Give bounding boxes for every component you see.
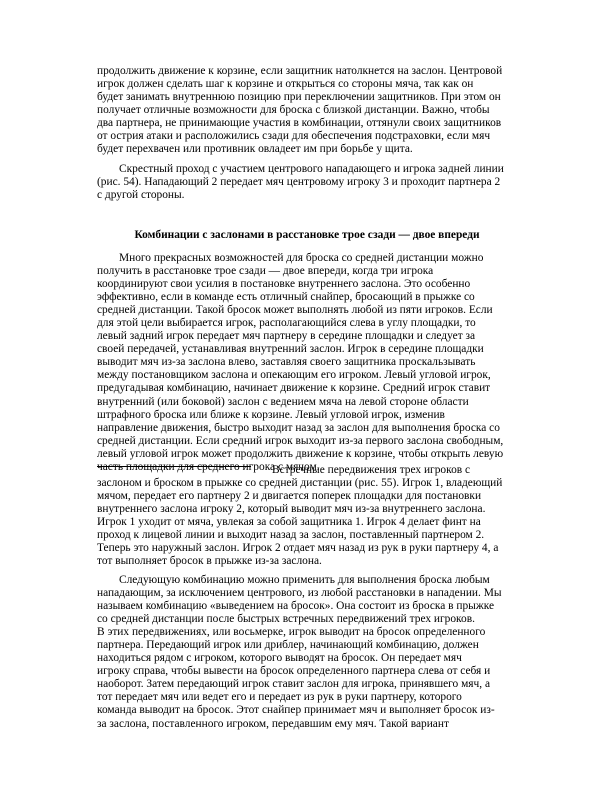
- paragraph-cross-pass: [97, 163, 517, 202]
- text-line: внутреннего заслона игроку 2, который выводит мяч из-за внутреннего заслона.: [97, 503, 486, 516]
- text-line: со средней дистанции после быстрых встречных передвижений трех игроков.: [97, 613, 475, 626]
- text-line: за заслона, поставленного игроком, передавшим ему мяч. Такой вариант: [97, 717, 449, 730]
- paragraph-three-two: [97, 252, 517, 474]
- text-line: игрок должен сделать шаг к корзине и открыться со стороны мяча, так как он: [97, 78, 474, 91]
- text-line: Теперь это наружный заслон. Игрок 2 отдает мяч назад из рук в руки партнеру 4, а: [97, 542, 499, 555]
- text-line: получить в расстановке трое сзади — двое впереди, когда три игрока: [97, 265, 434, 278]
- text-line: находиться рядом с игроком, которого выводят на бросок. Он передает мяч: [97, 652, 462, 665]
- text-line: Скрестный проход с участием центрового нападающего и игрока задней линии: [119, 163, 504, 175]
- text-line: будет перехвачен или противник овладеет им при борьбе у щита.: [97, 143, 413, 156]
- text-line: для этой цели выбирается игрок, располагающийся слева в углу площадки, то: [97, 317, 476, 330]
- text-line: заслоном и броском в прыжке со средней дистанции (рис. 55). Игрок 1, владеющий: [97, 477, 503, 490]
- text-line: называем комбинацию «выведением на бросок». Она состоит из броска в прыжке: [97, 600, 495, 613]
- text-line: между постановщиком заслона и опекающим его игроком. Левый угловой игрок,: [97, 369, 491, 382]
- text-line: тот передает мяч или ведет его и передает из рук в руки партнеру, которого: [97, 691, 462, 704]
- text-line: Много прекрасных возможностей для броска со средней дистанции можно: [119, 252, 484, 264]
- text-line: левый угловой игрок может продолжить движение к корзине, чтобы открыть левую: [97, 447, 504, 460]
- text-line: своей передачей, устанавливая внутренний заслон. Игрок в середине площадки: [97, 343, 484, 356]
- text-line: штрафного броска или ближе к корзине. Левый угловой игрок, изменив: [97, 408, 445, 421]
- text-line: тот выполняет бросок в прыжке из-за заслона.: [97, 555, 322, 568]
- text-line: наоборот. Затем передающий игрок ставит заслон для игрока, принявшего мяч, а: [97, 678, 490, 691]
- text-line: внутренний (или боковой) заслон с ведением мяча на левой стороне области: [97, 395, 469, 408]
- text-line: Встречные передвижения трех игроков с: [272, 464, 471, 476]
- text-line: от острия атаки и расположились сзади для обеспечения подстраховки, если мяч: [97, 130, 491, 143]
- text-line: Игрок 1 уходит от мяча, увлекая за собой защитника 1. Игрок 4 делает финт на: [97, 516, 481, 529]
- paragraph-counter-moves: [97, 464, 517, 568]
- paragraph-continuation: [97, 65, 517, 156]
- text-line: игроку справа, чтобы вывести на бросок определенного партнера слева от себя и: [97, 665, 491, 678]
- text-line: будет занимать внутреннюю позицию при переключении защитников. При этом он: [97, 91, 501, 104]
- paragraph-screen-shot: [97, 574, 517, 731]
- text-line: Следующую комбинацию можно применить для выполнения броска любым: [119, 574, 490, 586]
- text-line: В этих передвижениях, или восьмерке, игрок выводит на бросок определенного: [97, 626, 486, 639]
- text-line: нападающим, за исключением центрового, из любой расстановки в нападении. Мы: [97, 587, 502, 600]
- text-line: (рис. 54). Нападающий 2 передает мяч центровому игроку 3 и проходит партнера 2: [97, 176, 501, 189]
- text-line: продолжить движение к корзине, если защитник натолкнется на заслон. Центровой: [97, 65, 503, 77]
- text-line: с другой стороны.: [97, 189, 185, 202]
- section-heading: Комбинации с заслонами в расстановке трое сзади — двое впереди: [134, 229, 480, 241]
- text-line: средней дистанции. Такой бросок может выполнять любой из пяти игроков. Если: [97, 304, 493, 317]
- text-line: выводит мяч из-за заслона влево, заставляя своего защитника проскальзывать: [97, 356, 476, 369]
- text-line: направление движения, быстро выходит назад за заслон для выполнения броска со: [97, 421, 500, 434]
- text-line: команда выводит на бросок. Этот снайпер принимает мяч и выполняет бросок из-: [97, 704, 495, 717]
- text-line: получает отличные возможности для броска с близкой дистанции. Важно, чтобы: [97, 104, 490, 117]
- text-line: левый задний игрок передает мяч партнеру в середине площадки и следует за: [97, 330, 476, 343]
- text-line: средней дистанции. Если средний игрок выходит из-за первого заслона свободным,: [97, 434, 504, 447]
- text-line: два партнера, не принимающие участия в комбинации, оттянули своих защитников: [97, 117, 502, 130]
- text-line: проход к лицевой линии и выходит назад за заслон, поставленный партнером 2.: [97, 529, 485, 542]
- text-line: предугадывая комбинацию, начинает движение к корзине. Средний игрок ставит: [97, 382, 491, 395]
- text-line: мячом, передает его партнеру 2 и двигается поперек площадки для постановки: [97, 490, 482, 503]
- text-line: часть площадки для среднего игрока с мячом.: [97, 460, 320, 473]
- text-line: партнера. Передающий игрок или дриблер, начинающий комбинацию, должен: [97, 639, 479, 652]
- text-line: эффективно, если в команде есть отличный снайпер, бросающий в прыжке со: [97, 291, 475, 304]
- text-line: координируют свои усилия в постановке внутреннего заслона. Это особенно: [97, 278, 471, 291]
